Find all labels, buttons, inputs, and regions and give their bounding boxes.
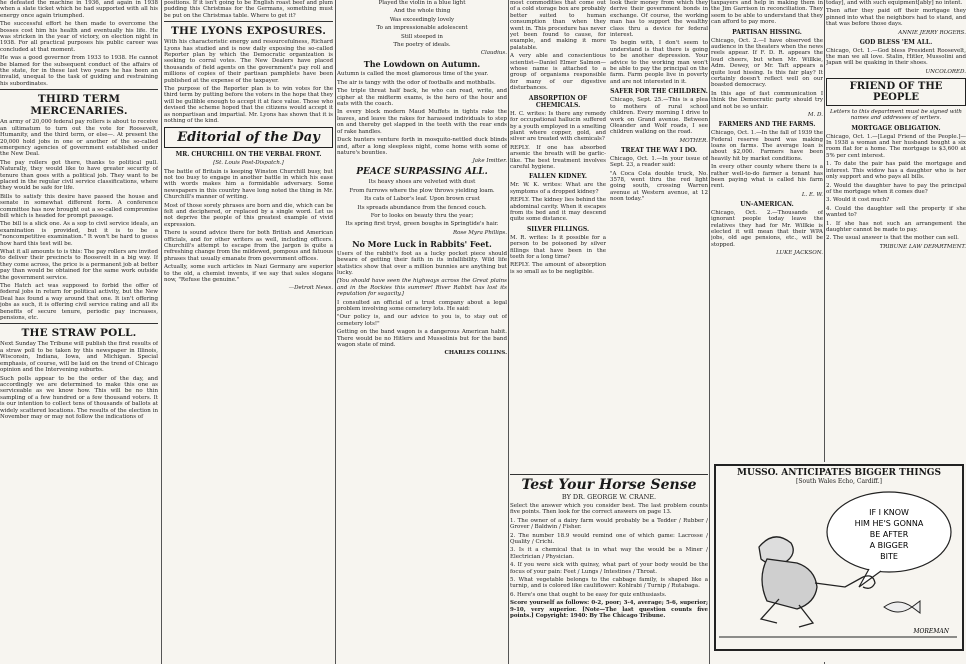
signature: ANNIE JERRY ROGERS. — [898, 29, 966, 36]
paragraph: 1. To date the pair has paid the mortgage and interest. This widow has a daughter who is her only support and who pays all bills. — [826, 161, 966, 181]
headline-rabbits-feet: No More Luck in Rabbits' Feet. — [352, 238, 492, 249]
column-1 — [0, 0, 158, 664]
quiz-question: 3. Is it a chemical that is in what way the would be a Miner / Electrician / Physician. — [510, 547, 708, 560]
department-note: Letters to this department must be signed with names and addresses of writers. — [830, 108, 962, 122]
poem-line: Its spring first tryst, green boughs in Springtide's hair. — [345, 221, 499, 228]
column-3 — [337, 0, 507, 664]
column-rule — [709, 0, 710, 664]
paragraph: Chicago, Sept. 25.—This is a plea to mothers of rural school children. Every morning I drive to work on Grand avenue. Between Oleander and Wolf roads, I see children walking on the road. — [610, 97, 708, 136]
poem — [337, 0, 507, 48]
cartoon-panel — [714, 462, 964, 662]
paragraph: "A Coca Cola double truck, No. 3578, went thru the red light going south, crossing Warren avenue at Western avenue, at 12 noon today." — [610, 170, 708, 203]
headline-test-your-horse-sense: Test Your Horse Sense — [521, 477, 697, 493]
paragraph: An army of 20,000 federal pay rollers is about to receive an ultimatum to turn out the vote for Roosevelt, Humanity, and the third term, or else—. At present the 20,000 hold jobs in one or another of the so-called emergency agencies of government established under the New Deal. — [0, 119, 158, 158]
test-your-horse-sense — [510, 474, 708, 622]
paragraph: Chicago, Oct. 1.—In your issue of Sept. 23, a reader said: — [610, 155, 708, 169]
friend-of-the-people-banner: FRIEND OF THE PEOPLE — [826, 78, 966, 106]
paragraph: Bills to satisfy this desire have passed the house and senate in somewhat different form. A conference committee has now brought out a so-called compromise bill which is headed for prompt passage. — [0, 193, 158, 219]
paragraph: Mr. W. K. writes: What are the symptoms of a dropped kidney? — [510, 182, 606, 195]
paragraph: Autumn is called the most glamorous time of the year. — [337, 71, 489, 78]
quiz-question: 2. The number 18.9 would remind one of which game: Lacrosse / Quality / Crichi. — [510, 532, 708, 546]
editorial-of-the-day-banner: Editorial of the Day — [164, 127, 333, 148]
headline-straw-poll: THE STRAW POLL. — [21, 327, 137, 340]
quiz-question: 5. What vegetable belongs to the cabbage family, is shaped like a turnip, and is colored like cauliflower: Kohlrabi / Turnip / Rutabaga. — [510, 577, 708, 590]
column-rule — [335, 0, 336, 664]
signature: UNCOLORED. — [925, 68, 966, 75]
paragraph: M. R. writes: Is it possible for a person to be poisoned by silver fillings that have been in the teeth for a long time? — [510, 234, 606, 260]
paragraph: 2. The usual answer is that the mother can sell. — [826, 235, 959, 242]
column-2 — [164, 0, 333, 664]
source-credit: [St. Louis Post-Dispatch.] — [213, 159, 284, 166]
paragraph: REPLY. The amount of absorption is so small as to be negligible. — [510, 262, 606, 275]
paragraph: Select the answer which you consider best. The last problem counts five points. Then look for the correct answers on page 13. — [510, 503, 708, 516]
paragraph: Chicago, Oct. 2.—Thousands of ignorant people today leave the relatives they had for Mr. Willkie is elected it will mean that their WPA jobs, old age pensions, etc., will be stopped. — [711, 209, 823, 248]
paragraph: Chicago, Oct. 1.—In the fall of 1939 the Federal reserve board was making loans on farms. The average loan is about $2,000. Farmers have been heavily hit by market conditions. — [711, 130, 823, 162]
cartoon-source: [South Wales Echo, Cardiff.] — [796, 478, 882, 485]
paragraph: The battle of Britain is keeping Winston Churchill busy, but not too busy to engage in another battle in which his ease with words makes him a formidable adversary. Some newspapers in this country have long noted the thing in Mr. Churchill's manner of writing. — [164, 168, 333, 201]
quiz-question: 1. The owner of a dairy farm would probably be a Tedder / Rubber / Grover / Baldwin / Fisher. — [510, 517, 708, 531]
paragraph: look their money from which they derive their government bonds in exchange. Of course, the working man has to support the wealthy class thru a device for federal interest. — [610, 0, 708, 39]
paragraph: "Our policy is, and our advice to you is, to stay out of cemetery lots!" — [337, 314, 507, 327]
signature: M. D. — [807, 112, 823, 119]
headline-safer-children: SAFER FOR THE CHILDREN. — [610, 88, 708, 96]
bubble-text-line: BE AFTER — [869, 530, 909, 539]
headline-fallen-kidney: FALLEN KIDNEY. — [528, 173, 588, 181]
paragraph: Users of the rabbit's foot as a lucky pocket piece should beware of getting their faith in its infallibility. Wild life statistics show that over a million bunnies are anything but lucky. — [337, 250, 507, 276]
signature: L. E. W. — [801, 191, 823, 198]
signature: TRIBUNE LAW DEPARTMENT. — [879, 243, 966, 250]
quiz-question: 4. If you were sick with quinsy, what part of your body would be the focus of your pain: Feet / Lungs / Intestines / Throat. — [510, 562, 708, 575]
poem-line: And the whole thing — [393, 8, 451, 15]
paragraph: Getting on the band wagon is a dangerous American habit. There would be no Hitlers and Mussolinis but for the band wagon state of mind. — [337, 329, 507, 349]
poem — [337, 179, 507, 227]
paragraph: he defeated the machine in 1936, and again in 1938 when a slate ticket which he had supported with all his energy once again triumphed. — [0, 0, 158, 19]
paragraph: The pay rollers got there, thanks to political pull. Naturally, they would like to have greater security of tenure than goes with a political job. They want to be placed in the regular civil service classifications, where they would be safe for life. — [0, 159, 158, 192]
paragraph: Such polls appear to be the order of the day, and accordingly we are determined to make this one as serviceable as we know how. This will be no thin sampling of a few hundred or a few thousand voters. It is our intention to collect tens of thousands of ballots at widely scattered locations. The results of the election in November may or may not follow the indications of — [0, 375, 158, 420]
paragraph: The successful effort he then made to overcome the bosses cost him his health and eventually his life. He was stricken in the year of victory, on election night in 1938. For all practical purposes his public career was concluded at that moment. — [0, 21, 158, 53]
paragraph: today], and with such equipment[ably] no intent. — [826, 0, 963, 6]
cartoon-title: MUSSO. ANTICIPATES BIGGER THINGS — [737, 468, 941, 478]
paragraph: Actually, some such articles in Nazi Germany are superior to the old, a chemist invents, if we say that sales slogans now, "Refuse the genuine." — [164, 264, 333, 283]
bubble-text-line: BITE — [880, 552, 898, 561]
paragraph: Chicago, Oct. 1.—God bless President Roosevelt, the man we all love. Stalin, Hitler, Mussolini and Japan will be quaking in their shoes. — [826, 47, 966, 67]
paragraph: 1. If she has not such an arrangement the daughter cannot be made to pay. — [826, 220, 966, 233]
cartoon-frame — [714, 464, 964, 651]
score-note: Score yourself as follows: 0-2, poor; 3-4, average; 5-6, superior; 9-10, very superior. [Note—The last question counts five points.] Copyright: 1940: By The Chicago Tribune. — [510, 600, 708, 620]
paragraph: positions. If it isn't going to be English roast beef and plum pudding this Christmas for the Germans, something must be put on the Christmas table. Where to get it? — [164, 0, 333, 19]
paragraph: There is sound advice there for both British and American officials, and for other writers as well, including officers. Churchill's attempt to escape from the jargon is quite a refreshing change from the mildewed, pompous and fatuous phrases that usually emanate from government offices. — [164, 230, 333, 262]
fish-drawing — [884, 601, 920, 613]
paragraph: I consulted an official of a trust company about a legal problem involving some cemetery lots. He said: — [337, 299, 507, 312]
poem-line: Its spreads abundance from the fenced couch. — [357, 204, 487, 211]
headline-partisan-hissing: PARTISAN HISSING. — [732, 28, 802, 36]
paragraph: REPLY. The kidney lies behind the abdominal cavity. When it escapes from its bed and it may descend quite some distance. — [510, 197, 606, 223]
paragraph: Next Sunday The Tribune will publish the first results of a straw poll to be taken by this newspaper in Illinois, Wisconsin, Indiana, Iowa, and Michigan. Special emphasis, of course, will be laid on the trend of Chicago opinion and the Intervening suburbs. — [0, 341, 158, 374]
paragraph: With his characteristic energy and resourcefulness, Richard Lyons has studied and is now daily exposing the so-called Reporter plan by which the Democratic organization is seeking to corral votes. The New Dealers have placed thousands of field agents on the government's pay roll and millions of copies of their partisan pamphlets have been published at the expense of the taxpayer. — [164, 39, 333, 84]
paragraph: 2. Would the daughter have to pay the principal of the mortgage when it comes due? — [826, 182, 966, 195]
bubble-text-line: HIM HE'S GONNA — [854, 519, 924, 528]
headline-treat: TREAT THE WAY I DO. — [621, 146, 697, 154]
paragraph: 4. Could the daughter sell the property if she wanted to? — [826, 205, 966, 219]
poem-line: For to looks on beauty thru the year; — [370, 212, 474, 219]
poem-line: From furrows where the plow throws yielding loam. — [349, 187, 495, 194]
paragraph: most commodities that come out of a cold storage box are probably better suited to human consumption than when they went in. This procedure has never yet been found to cause, for example, and making it more palatable. — [510, 0, 606, 51]
paragraph: The air is tangy with the odor of footballs and mothballs. — [337, 79, 496, 86]
cartoon-illustration — [719, 487, 957, 647]
paragraph: The triple threat half back, he who can read, write, and cipher at the midterm exams, is the hero of the hour and eats with the coach. — [337, 88, 507, 108]
paragraph: taxpayers and help in making them in the Jim Garrison in reconciliation. They seem to be able to understand that they can afford to pay more. — [711, 0, 823, 26]
paragraph: The bill is a slick one. As a sop to civil service ideals, an examination is provided, but it is to be a "noncompetitive examination." It won't be hard to guess how hard this test will be. — [0, 221, 158, 247]
headline-silver-fillings: SILVER FILLINGS. — [526, 225, 590, 233]
paragraph: Then after they paid off their mortgage they pinned into what the neighbors had to stand, and that was before those days. — [826, 8, 966, 28]
column-4 — [510, 0, 708, 664]
paragraph: Duck hunters venture forth in mosquito-nettled duck blinds and, after a long sleepless night, come home with some of nature's bounties. — [337, 137, 507, 156]
paragraph: He was a good governor from 1933 to 1938. He cannot be blamed for the subsequent conduct of the affairs of the state, for in these last two years he has been an invalid, unequal to the task of guiding and restraining his subordinates. — [0, 55, 158, 87]
signature: MOTHER. — [679, 137, 708, 144]
signature: Claudius. — [480, 50, 507, 57]
bubble-text-line: IF I KNOW — [869, 508, 909, 517]
byline: BY DR. GEORGE W. CRANE. — [561, 493, 657, 501]
poem-line: Its cats of Labor's leaf. Upon brown crust — [364, 196, 480, 203]
headline-farmers: FARMERS AND THE FARMS. — [718, 121, 816, 129]
column-4b — [610, 0, 708, 205]
paragraph: REPLY. If one has absorbed arsenic the breath will be garlic-like. The best treatment involves careful hygiene. — [510, 144, 606, 170]
poem-line: To an impressionable adolescent — [376, 25, 468, 32]
headline-lowdown-on-autumn: The Lowdown on Autumn. — [363, 59, 481, 70]
paragraph: In this age of fast communication I think the Democratic party should try and not be so unfair. — [711, 90, 823, 110]
column-rule — [161, 0, 162, 664]
headline-third-term-mercenaries: THIRD TERM MERCENARIES. — [30, 93, 128, 118]
headline-churchill: MR. CHURCHILL ON THE VERBAL FRONT. — [175, 150, 322, 158]
signature: Jake Imitter. — [472, 158, 507, 165]
headline-mortgage-obligation: MORTGAGE OBLIGATION. — [851, 124, 941, 132]
paragraph: H. C. writes: Is there any remedy for occupational hallucin suffered by a youth employed in a smelting plant where copper, gold, and silver are treated with chemicals? — [510, 110, 606, 143]
paragraph: In every block modern Maud Muffets in tights rake the leaves, and leave the rakes for harassed individuals to step on and thereby get slapped in the teeth with the rear ends of rake handles. — [337, 109, 507, 135]
paragraph: A very able and conscientious scientist—Daniel Elmer Salmon—whose name is attached to a group of organisms responsible for many of our digestive disturbances. — [510, 53, 606, 92]
poem-line: Was exceedingly lovely — [389, 16, 455, 23]
poem-line: Still steeped in — [401, 33, 443, 40]
headline-absorption-chemicals: ABSORPTION OF CHEMICALS. — [528, 94, 588, 109]
poem-line: The poetry of ideals. — [393, 42, 451, 49]
paragraph: Chicago, Oct. 1.—[Legal Friend of the People.]—In 1938 a woman and her husband bought a six room flat for a home. The mortgage is $3,600 at 5% per cent interest. — [826, 133, 966, 159]
headline-peace-surpassing-all: PEACE SURPASSING ALL. — [356, 167, 488, 178]
poem-line: Played the violin in a blue light — [378, 0, 466, 6]
signature: Rose Myra Phillips. — [452, 229, 507, 236]
divider — [0, 323, 158, 324]
quiz-question: 6. Here's one that ought to be easy for quiz enthusiasts. — [510, 591, 667, 598]
paragraph: In every other county where there is a rather well-to-do farmer a tenant has been paying what is called his farm rent. — [711, 164, 823, 190]
poem-line: Its heavy shoes are velveted with dust — [368, 179, 476, 186]
bubble-text-line: A BIGGER — [869, 541, 909, 550]
headline-lyons-exposures: THE LYONS EXPOSURES. — [170, 25, 327, 38]
column-rule — [508, 0, 509, 664]
paragraph: To begin with, I don't seem to understand is that there is going to be another depression. Your advice to the working man won't be able to pay the principal on the farm. Farm people live in poverty and are not interested in it. — [610, 40, 708, 85]
signature: CHARLES COLLINS. — [444, 350, 507, 357]
paragraph: What it all amounts to is this: The pay rollers are invited to deliver their precincts to Roosevelt in a big way. If they come across, the price is a permanent job at better pay than would be obtained for the same work outside the government service. — [0, 249, 158, 281]
signature: LUKE JACKSON. — [776, 250, 823, 257]
paragraph: The Hatch act was supposed to forbid the offer of federal jobs in return for political activity, but the New Deal has found a way around that one. It isn't offering jobs as such, it is offering civil service rating and all its benefits of secure tenure, periodic pay increases, pensions, etc. — [0, 283, 158, 322]
signature: —Detroit News. — [288, 285, 333, 292]
column-4a — [510, 0, 606, 277]
headline-god-bless: GOD BLESS 'EM ALL. — [859, 38, 933, 46]
paragraph: Chicago, Oct. 2.—I have observed the audience in the theaters when the news reels appear. If F. D. R. appears the loud cheers, but when Mr. Willkie, Adm. Dewey, or Mr. Taft appears a quite loud hissing. Is this fair play? It certainly doesn't reflect well on our boasted democracy. — [711, 37, 823, 89]
paragraph: [You should have seen the highways across the Great plains and in the Rockies this summer! River Rabbit has lost its reputation for sagacity.] — [337, 278, 507, 298]
headline-un-american: UN-AMERICAN. — [740, 200, 794, 208]
artist-signature: MOREMAN — [913, 628, 949, 635]
paragraph: The purpose of the Reporter plan is to win votes for the third term by putting before the voters in the hope that they will be gullible enough to accept it at face value. Those who devised the scheme hoped that the citizens would accept it as nonpartisan and impartial. Mr. Lyons has shown that it is nothing of the kind. — [164, 86, 333, 125]
paragraph: 3. Would it cost much? — [826, 197, 890, 204]
paragraph: Most of those sorely phrases are born and die, which can be felt and deciphered, or replaced by a single word. Let us not deprive the people of this greatest example of vivid expression. — [164, 202, 333, 228]
divider — [164, 21, 333, 22]
divider — [0, 89, 158, 90]
